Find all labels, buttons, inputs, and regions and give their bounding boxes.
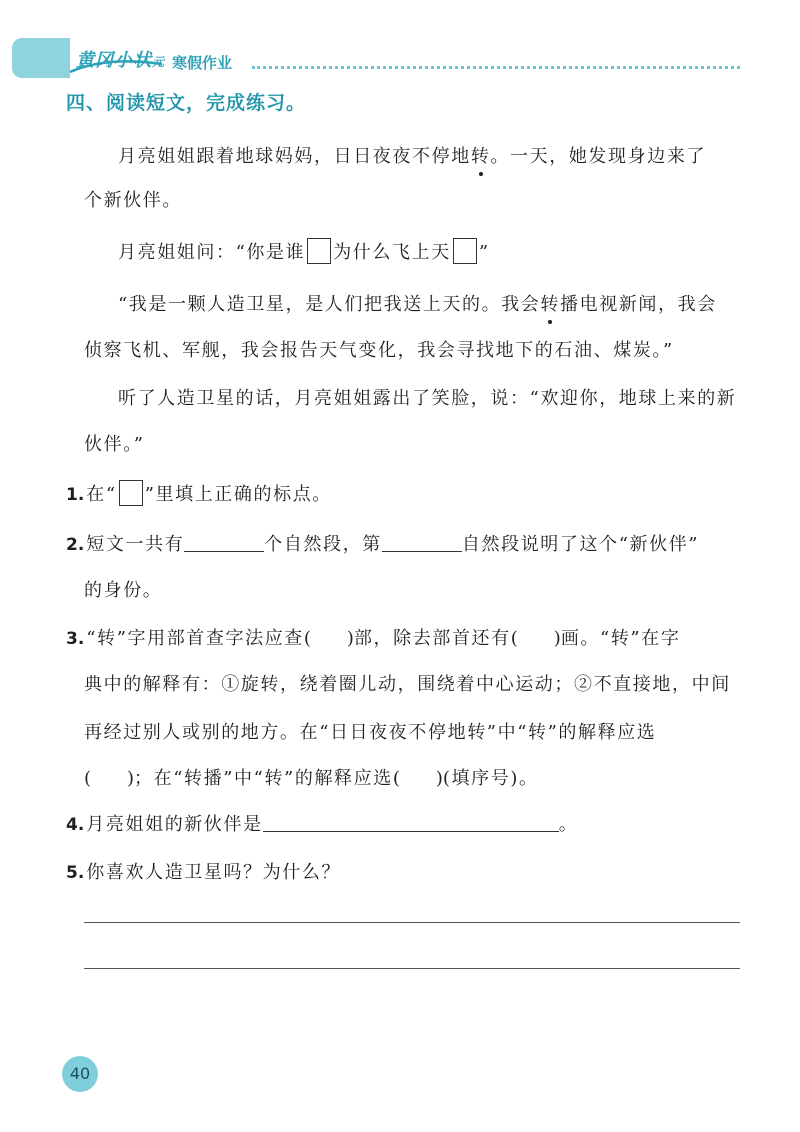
- header-label: 寒假作业: [172, 54, 233, 72]
- section-title: 四、阅读短文，完成练习。: [66, 92, 307, 114]
- punctuation-box-1[interactable]: [307, 238, 331, 264]
- answer-blank[interactable]: [184, 533, 264, 552]
- answer-paren[interactable]: ( ): [392, 768, 443, 789]
- question-4: 4. 月亮姐姐的新伙伴是 。: [66, 814, 579, 835]
- passage-line: “我是一颗人造卫星，是人们把我送上天的。我会转播电视新闻，我会: [118, 294, 717, 315]
- answer-line-2[interactable]: [84, 968, 740, 969]
- answer-paren[interactable]: ( ): [510, 628, 561, 649]
- dotted-char: 转: [470, 146, 491, 167]
- header-tab: [12, 38, 70, 78]
- brand-text: 黄冈小状元: [76, 50, 166, 71]
- passage-line: 个新伙伴。: [84, 190, 182, 211]
- passage-line: 伙伴。”: [84, 434, 145, 455]
- answer-line-1[interactable]: [84, 922, 740, 923]
- page-number: 40: [62, 1056, 98, 1092]
- question-3-line-3: 再经过别人或别的地方。在“日日夜夜不停地转”中“转”的解释应选: [84, 722, 657, 743]
- question-3-line-4: ( )；在“转播”中“转”的解释应选( )(填序号)。: [84, 768, 539, 789]
- sample-box: [119, 480, 143, 506]
- answer-paren[interactable]: ( ): [303, 628, 354, 649]
- passage-line: 月亮姐姐跟着地球妈妈，日日夜夜不停地转。一天，她发现身边来了: [118, 146, 707, 167]
- passage-line: 月亮姐姐问：“你是谁 为什么飞上天 ”: [118, 238, 490, 264]
- passage-line: 侦察飞机、军舰，我会报告天气变化，我会寻找地下的石油、煤炭。”: [84, 340, 674, 361]
- answer-paren[interactable]: ( ): [84, 768, 135, 789]
- answer-blank[interactable]: [263, 813, 559, 832]
- brand-logo: [66, 42, 166, 76]
- dotted-char: 转: [540, 294, 561, 315]
- header-dotted-rule: [252, 66, 740, 69]
- question-1: 1. 在“ ”里填上正确的标点。: [66, 480, 332, 506]
- answer-blank[interactable]: [382, 533, 462, 552]
- passage-line: 听了人造卫星的话，月亮姐姐露出了笑脸，说：“欢迎你，地球上来的新: [118, 388, 737, 409]
- punctuation-box-2[interactable]: [453, 238, 477, 264]
- question-5: 5. 你喜欢人造卫星吗？为什么？: [66, 862, 342, 883]
- question-2-line-2: 的身份。: [84, 580, 163, 601]
- question-3: 3. “转”字用部首查字法应查( )部，除去部首还有( )画。“转”在字: [66, 628, 681, 649]
- question-3-line-2: 典中的解释有：①旋转，绕着圈儿动，围绕着中心运动；②不直接地，中间: [84, 674, 731, 695]
- question-2: 2. 短文一共有 个自然段，第 自然段说明了这个“新伙伴”: [66, 534, 700, 555]
